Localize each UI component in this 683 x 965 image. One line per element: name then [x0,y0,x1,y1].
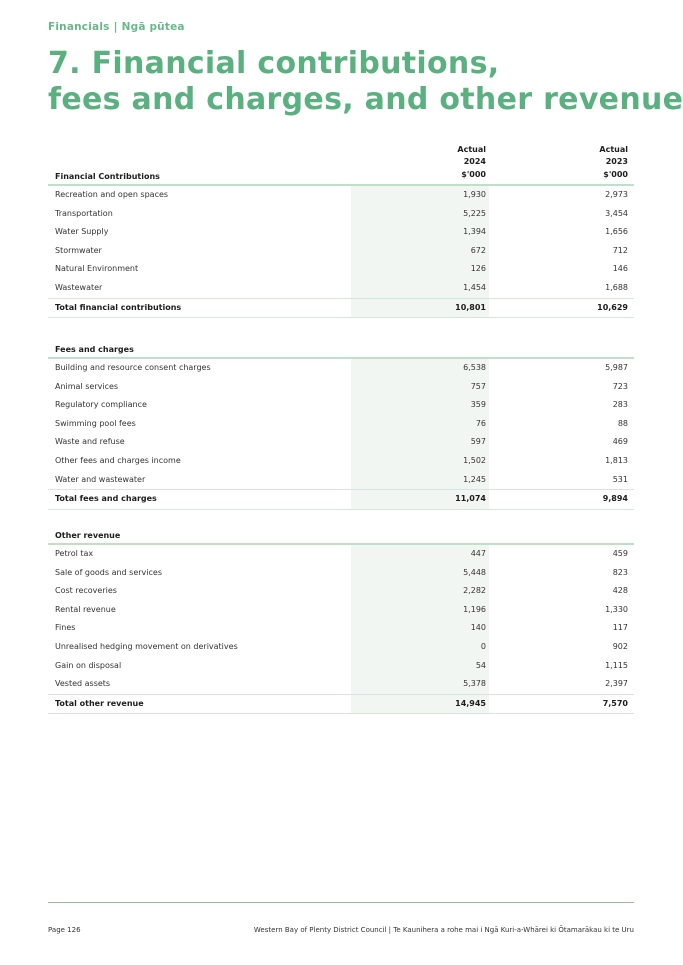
total-2024: 10,801 [351,299,489,318]
row-label: Other fees and charges income [55,455,181,465]
section-heading: Other revenue [55,531,121,540]
row-label: Fines [55,623,76,633]
table-row [48,359,634,378]
row-label: Natural Environment [55,264,139,274]
row-label: Stormwater [55,245,102,255]
total-2023: 7,570 [602,698,628,708]
column-header-line: Actual [599,144,628,154]
table-row [48,619,634,638]
row-label: Regulatory compliance [55,400,147,410]
table-header-row [48,146,634,186]
table-row [48,260,634,279]
table-row [48,452,634,471]
value-2023: 1,330 [605,604,628,614]
value-2023: 459 [612,549,628,558]
total-label: Total other revenue [55,698,144,708]
row-label: Building and resource consent charges [55,363,211,372]
footer-organisation: Western Bay of Plenty District Council | Te Kaunihera a rohe mai i Ngā Kuri-a-Whārei ki Ōtamarākau ki te Uru [253,926,634,934]
other-revenue-table [48,531,634,714]
value-2023: 3,454 [605,208,628,218]
total-row [48,489,634,510]
value-2023: 1,813 [605,455,628,465]
total-2024: 14,945 [351,695,489,714]
value-2024: 1,930 [351,186,489,205]
section-heading: Fees and charges [55,345,134,354]
value-2024: 5,448 [351,564,489,583]
table-row [48,279,634,298]
total-2023: 10,629 [597,302,628,312]
value-2023: 823 [612,567,628,577]
value-2024: 1,394 [351,223,489,242]
value-2023: 88 [617,418,628,428]
row-label: Waste and refuse [55,437,125,447]
running-header [48,21,185,33]
column-header-line: $'000 [461,169,486,179]
table-row [48,415,634,434]
value-2023: 428 [612,586,628,596]
table-row [48,223,634,242]
column-header-line: 2023 [605,157,628,166]
table-row [48,396,634,415]
table-header-row [48,345,634,359]
value-2023: 1,115 [605,660,628,670]
value-2024: 1,502 [351,452,489,471]
total-2023: 9,894 [602,494,628,504]
value-2023: 5,987 [605,363,628,372]
value-2023: 723 [612,381,628,391]
value-2024: 2,282 [351,582,489,601]
row-label: Petrol tax [55,549,94,558]
column-header-2023 [489,144,634,182]
table-row [48,433,634,452]
value-2023: 2,973 [605,190,628,199]
table-row [48,638,634,657]
total-label: Total fees and charges [55,494,157,504]
table-row [48,186,634,205]
total-label: Total financial contributions [55,302,182,312]
row-label: Transportation [55,208,113,218]
value-2024: 76 [351,415,489,434]
row-label: Unrealised hedging movement on derivatives [55,641,238,651]
value-2024: 5,225 [351,205,489,224]
value-2023: 1,688 [605,282,628,292]
fees-and-charges-table [48,345,634,510]
total-row [48,694,634,715]
row-label: Water and wastewater [55,474,146,484]
table-row [48,582,634,601]
column-header-line: Actual [457,144,486,154]
value-2024: 1,245 [351,471,489,490]
value-2023: 2,397 [605,679,628,689]
row-label: Rental revenue [55,604,116,614]
value-2024: 597 [351,433,489,452]
page-number: Page 126 [48,926,81,934]
column-header-line: $'000 [603,169,628,179]
value-2024: 0 [351,638,489,657]
row-label: Gain on disposal [55,660,122,670]
table-row [48,601,634,620]
value-2024: 5,378 [351,675,489,694]
row-label: Wastewater [55,282,103,292]
value-2024: 126 [351,260,489,279]
value-2023: 531 [612,474,628,484]
value-2024: 359 [351,396,489,415]
value-2024: 1,454 [351,279,489,298]
row-label: Sale of goods and services [55,567,162,577]
value-2023: 117 [612,623,628,633]
header-section: Financials [48,21,110,33]
value-2024: 1,196 [351,601,489,620]
page-title-line-1: 7. Financial contributions, [48,46,500,81]
page-title [48,46,683,118]
total-2024: 11,074 [351,490,489,509]
table-row [48,657,634,676]
table-row [48,205,634,224]
value-2024: 757 [351,378,489,397]
row-label: Animal services [55,381,119,391]
total-row [48,298,634,319]
value-2024: 447 [351,545,489,564]
table-row [48,471,634,490]
table-row [48,242,634,261]
table-header-row [48,531,634,545]
row-label: Cost recoveries [55,586,117,596]
table-row [48,564,634,583]
column-header-line: 2024 [463,157,486,166]
financial-contributions-table [48,146,634,318]
row-label: Water Supply [55,227,109,237]
row-label: Vested assets [55,679,111,689]
header-separator: | [113,21,118,33]
value-2024: 672 [351,242,489,261]
row-label: Recreation and open spaces [55,190,169,199]
table-row [48,378,634,397]
value-2023: 712 [612,245,628,255]
value-2024: 140 [351,619,489,638]
value-2023: 283 [612,400,628,410]
table-row [48,545,634,564]
value-2024: 54 [351,657,489,676]
value-2024: 6,538 [351,359,489,378]
page-title-line-2: fees and charges, and other revenue [48,82,683,117]
value-2023: 469 [612,437,628,447]
section-heading: Financial Contributions [55,172,160,181]
header-section-maori: Ngā pūtea [121,21,185,33]
value-2023: 1,656 [605,227,628,237]
row-label: Swimming pool fees [55,418,136,428]
column-header-2024 [351,144,489,182]
footer-divider [48,902,634,903]
table-row [48,675,634,694]
value-2023: 902 [612,641,628,651]
value-2023: 146 [612,264,628,274]
